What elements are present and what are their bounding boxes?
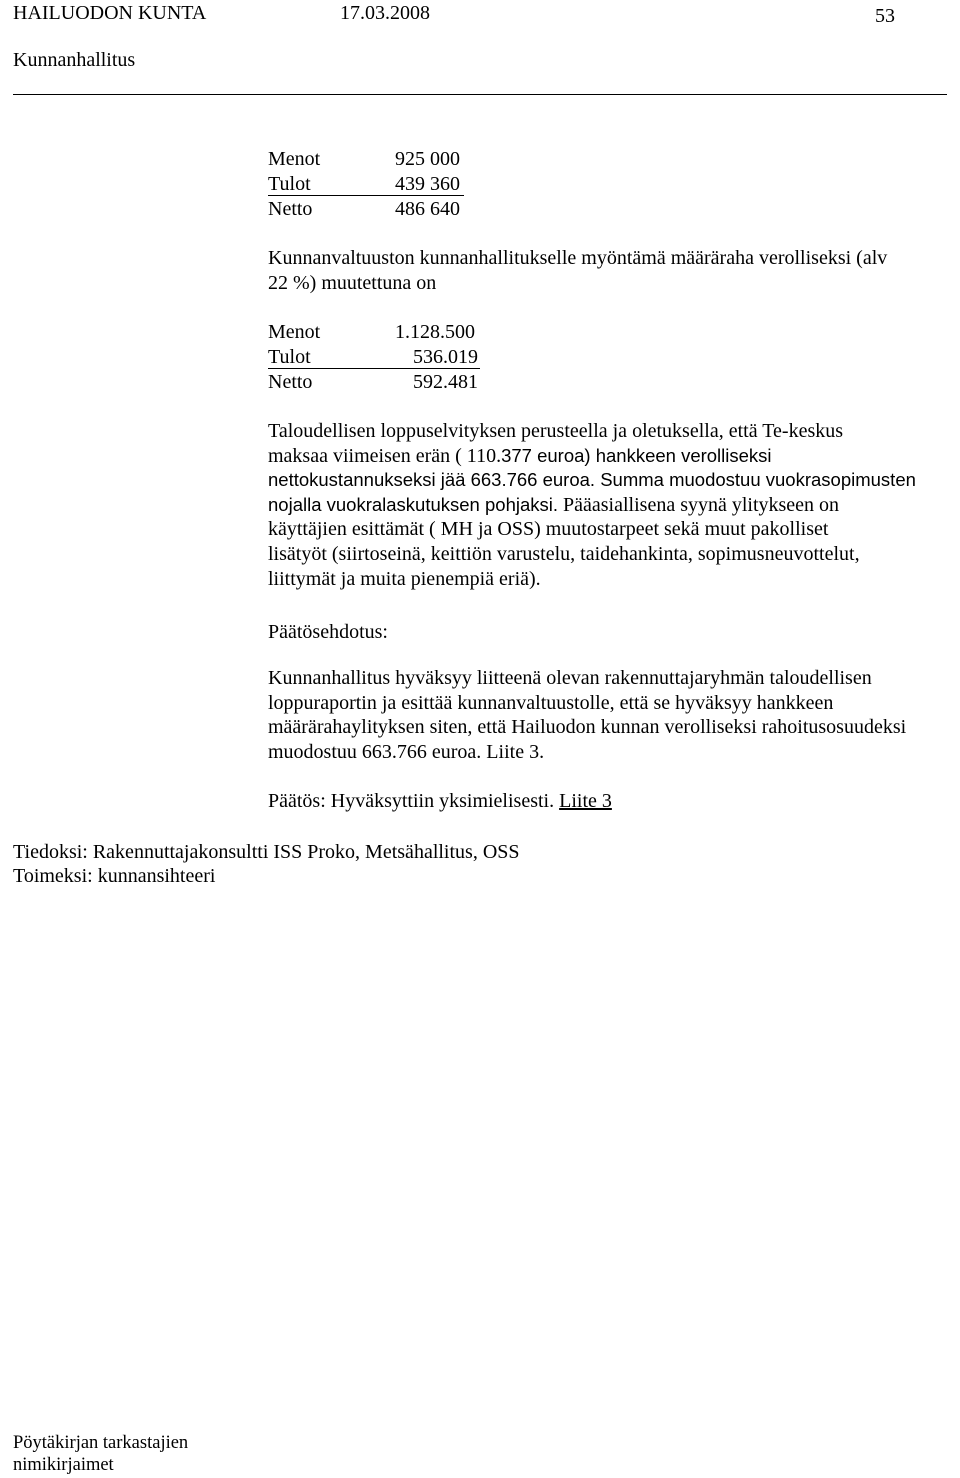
text-fragment: 377 euroa) hankkeen verolliseksi [501, 444, 772, 466]
text-line: muodostuu 663.766 euroa. Liite 3. [268, 740, 545, 763]
page-number: 53 [875, 5, 895, 27]
distribution-info: Tiedoksi: Rakennuttajakonsultti ISS Proko, Metsähallitus, OSS [13, 841, 520, 863]
budget-label: Netto [268, 198, 313, 220]
text-line [268, 468, 916, 493]
text-fragment: nettokustannukseksi jää 663.766 euroa. [268, 469, 596, 491]
text-line: määrärahaylityksen siten, että Hailuodon kunnan verolliseksi rahoitusosuudeksi [268, 716, 907, 739]
decision-line [268, 789, 612, 814]
vat-row-menot [268, 320, 483, 345]
explanation-paragraph [268, 419, 916, 591]
header-rule [13, 94, 947, 95]
text-fragment: nojalla vuokralaskutuksen pohjaksi. [268, 493, 559, 515]
text-line: liittymät ja muita pienempiä eriä). [268, 567, 541, 590]
text-line: Taloudellisen loppuselvityksen perusteella ja oletuksella, että Te-keskus [268, 420, 844, 442]
municipality-name: HAILUODON KUNTA [13, 2, 207, 24]
budget-row-tulot [268, 172, 468, 197]
text-fragment: Pääasiallisena syynä ylitykseen on [558, 493, 840, 516]
vat-row-tulot [268, 345, 483, 370]
budget-value: 1.128.500 [395, 321, 475, 343]
budget-value: 592.481 [413, 371, 478, 393]
proposal-heading: Päätösehdotus: [268, 621, 388, 643]
sum-underline [268, 368, 480, 369]
text-fragment: maksaa viimeisen erän ( 110. [268, 444, 502, 467]
text-line: lisätyöt (siirtoseinä, keittiön varustelu, taidehankinta, sopimusneuvottelut, [268, 542, 860, 565]
sum-underline [268, 195, 464, 196]
vat-row-netto [268, 370, 483, 395]
proposal-paragraph [268, 666, 906, 764]
budget-row-menot [268, 147, 468, 172]
text-line: käyttäjien esittämät ( MH ja OSS) muutostarpeet sekä muut pakolliset [268, 518, 829, 541]
budget-label: Menot [268, 148, 321, 170]
budget-label: Tulot [268, 346, 311, 368]
body-name: Kunnanhallitus [13, 49, 136, 71]
distribution-action: Toimeksi: kunnansihteeri [13, 865, 216, 887]
budget-value: 536.019 [413, 346, 478, 368]
decision-text: Päätös: Hyväksyttiin yksimielisesti. [268, 790, 555, 812]
budget-value: 925 000 [395, 148, 460, 170]
budget-label: Netto [268, 371, 313, 393]
budget-row-netto [268, 197, 468, 222]
footer-initials: nimikirjaimet [13, 1455, 114, 1475]
budget-label: Menot [268, 321, 321, 343]
attachment-link[interactable]: Liite 3 [559, 790, 612, 812]
footer-reviewers: Pöytäkirjan tarkastajien [13, 1433, 189, 1453]
meeting-date: 17.03.2008 [340, 2, 430, 24]
text-line: Kunnanhallitus hyväksyy liitteenä olevan rakennuttajaryhmän taloudellisen [268, 667, 872, 689]
text-fragment: Summa muodostuu vuokrasopimusten [595, 469, 916, 491]
vat-intro-paragraph [268, 246, 887, 295]
text-line [268, 444, 916, 469]
text-line [268, 493, 916, 518]
budget-value: 486 640 [395, 198, 460, 220]
text-line: loppuraportin ja esittää kunnanvaltuustolle, että se hyväksyy hankkeen [268, 691, 834, 714]
budget-value: 439 360 [395, 173, 460, 195]
text-line: 22 %) muutettuna on [268, 271, 437, 294]
budget-label: Tulot [268, 173, 311, 195]
text-line: Kunnanvaltuuston kunnanhallitukselle myöntämä määräraha verolliseksi (alv [268, 247, 888, 269]
